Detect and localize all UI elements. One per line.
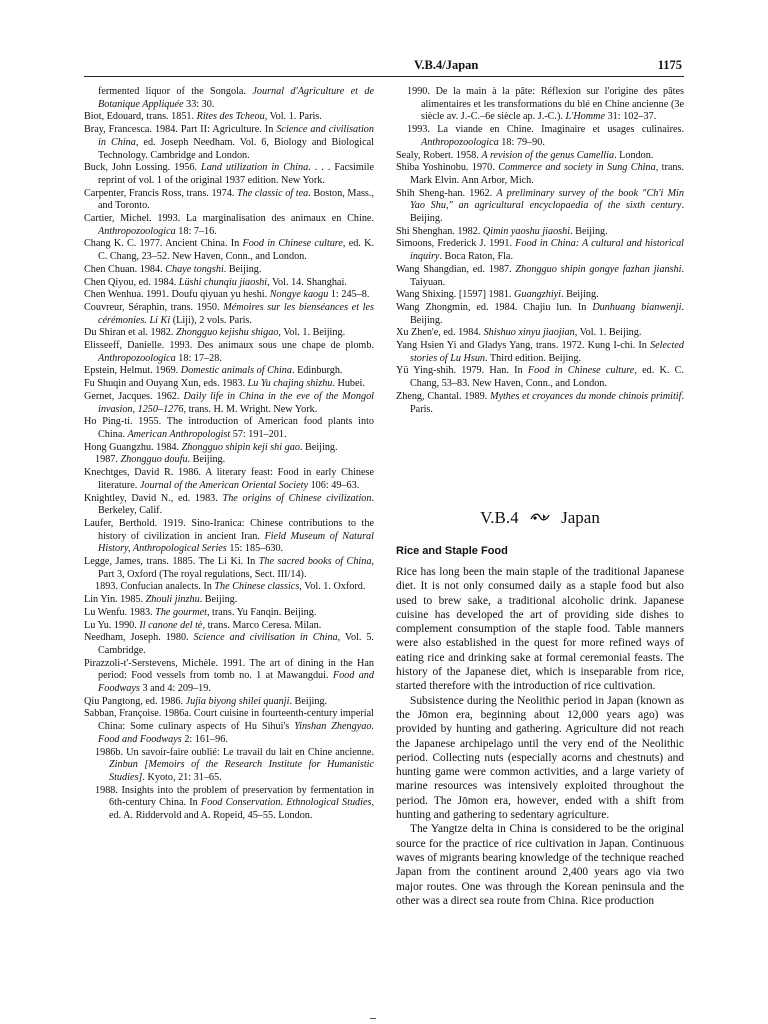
reference-entry: Zheng, Chantal. 1989. Mythes et croyances du monde chinois primitif. Paris.: [396, 390, 684, 415]
body-paragraph: Subsistence during the Neolithic period in Japan (known as the Jōmon era, beginning about 12,000 years ago) was provided by hunting and gathering. Agriculture did not reach the Japanese archipelago until the very end of the Neolithic period. Collecting nuts (especially acorns and chestnuts) and hunting game were common activities, and a large variety of marine resources was intensively exploited throughout the period. The Jōmon era, however, ended with a shift from hunting and gathering to sedentary agriculture.: [396, 694, 684, 822]
body-text: [396, 565, 684, 908]
reference-entry: Carpenter, Francis Ross, trans. 1974. The classic of tea. Boston, Mass., and Toronto.: [84, 187, 374, 212]
reference-entry: Fu Shuqin and Ouyang Xun, eds. 1983. Lu Yu chajing shizhu. Hubei.: [84, 378, 365, 390]
reference-entry: Wang Shixing. [1597] 1981. Guangzhiyi. Beijing.: [396, 289, 599, 301]
reference-entry: Sabban, Françoise. 1986a. Court cuisine in fourteenth-century imperial China: Some culinary aspects of Hu Sihui's Yinshan Zhengyao. Food and Foodways 2: 161–96.: [84, 708, 374, 745]
body-paragraph: Rice has long been the main staple of the traditional Japanese diet. It is not only consumed daily as a staple food but also used to brew sake, a traditional alcoholic drink. Japanese cuisine has developed the art of providing side dishes to complement consumption of the staple food. Table manners were also established in the quest for more refined ways of eating rice and drinking sake at formal ceremonial feasts. The history of the Japanese diet, which is inseparable from rice, started therefore with the introduction of rice cultivation.: [396, 566, 684, 693]
running-head: V.B.4/Japan: [414, 58, 479, 72]
reference-entry: Wang Shangdian, ed. 1987. Zhongguo shipin gongye fazhan jianshi. Taiyuan.: [396, 263, 684, 288]
page-header: [84, 58, 684, 77]
reference-entry: Needham, Joseph. 1980. Science and civilisation in China, Vol. 5. Cambridge.: [84, 632, 374, 656]
reference-entry: Legge, James, trans. 1885. The Li Ki. In The sacred books of China, Part 3, Oxford (The royal regulations, Sect. III/14).: [84, 556, 374, 580]
reference-entry: Ho Ping-ti. 1955. The introduction of American food plants into China. American Anthropologist 57: 191–201.: [84, 416, 374, 440]
reference-entry: Laufer, Berthold. 1919. Sino-Iranica: Chinese contributions to the history of civilization in ancient Iran. Field Museum of Natural History, Anthropological Series 15: 185–630.: [84, 517, 374, 555]
reference-entry: Chen Qiyou, ed. 1984. Lüshi chunqiu jiaoshi, Vol. 14. Shanghai.: [84, 276, 347, 288]
reference-entry: Xu Zhen'e, ed. 1984. Shishuo xinyu jiaojian, Vol. 1. Beijing.: [396, 327, 642, 339]
reference-entry: Elisseeff, Danielle. 1993. Des animaux sous une chape de plomb. Anthropozoologica 18: 17–28.: [84, 340, 374, 364]
section-name: Japan: [561, 508, 600, 528]
reference-entry: Sealy, Robert. 1958. A revision of the genus Camellia. London.: [396, 149, 654, 161]
reference-entry: Shiba Yoshinobu. 1970. Commerce and society in Sung China, trans. Mark Elvin. Ann Arbor, Mich.: [396, 162, 684, 186]
reference-entry: Lu Yu. 1990. Il canone del tè, trans. Marco Ceresa. Milan.: [84, 619, 322, 631]
reference-entry: Lin Yin. 1985. Zhouli jinzhu. Beijing.: [84, 594, 238, 606]
reference-entry: Couvreur, Séraphin, trans. 1950. Mémoires sur les bienséances et les cérémonies. Li Ki (Liji), 2 vols. Paris.: [84, 301, 374, 326]
reference-entry: Biot, Edouard, trans. 1851. Rites des Tcheou, Vol. 1. Paris.: [84, 111, 322, 123]
reference-entry: Cartier, Michel. 1993. La marginalisation des animaux en Chine. Anthropozoologica 18: 7–16.: [84, 213, 374, 237]
reference-entry: fermented liquor of the Songola. Journal d'Agriculture et de Botanique Appliquée 33: 30.: [98, 86, 374, 110]
reference-entry: Epstein, Helmut. 1969. Domestic animals of China. Edinburgh.: [84, 365, 343, 377]
footer-mark: [370, 1018, 376, 1019]
reference-entry: Chen Wenhua. 1991. Doufu qiyuan yu heshi. Nongye kaogu 1: 245–8.: [84, 289, 370, 301]
reference-entry: Du Shiran et al. 1982. Zhongguo kejishu shigao, Vol. 1. Beijing.: [84, 327, 346, 339]
references-right-column: [396, 86, 684, 416]
reference-entry: Lu Wenfu. 1983. The gourmet, trans. Yu Fanqin. Beijing.: [84, 606, 317, 618]
reference-entry: Bray, Francesca. 1984. Part II: Agriculture. In Science and civilisation in China, ed. Joseph Needham. Vol. 6, Biology and Biological Technology. Cambridge and London.: [84, 124, 374, 161]
fleuron-icon: [529, 507, 551, 529]
reference-entry: Chang K. C. 1977. Ancient China. In Food in Chinese culture, ed. K. C. Chang, 23–52. New Haven, Conn., and London.: [84, 238, 374, 263]
reference-entry: Knightley, David N., ed. 1983. The origins of Chinese civilization. Berkeley, Calif.: [84, 492, 375, 517]
reference-entry: 1987. Zhongguo doufu. Beijing.: [95, 454, 226, 466]
reference-entry: Buck, John Lossing. 1956. Land utilization in China. . . . Facsimile reprint of vol. 1 of the original 1937 edition. New York.: [84, 162, 374, 186]
reference-entry: 1993. La viande en Chine. Imaginaire et usages culinaires. Anthropozoologica 18: 79–90.: [407, 124, 684, 148]
references-left-column: [84, 86, 374, 823]
reference-entry: Wang Zhongmin, ed. 1984. Chajiu lun. In Dunhuang bianwenji. Beijing.: [396, 301, 684, 326]
reference-entry: Simoons, Frederick J. 1991. Food in China: A cultural and historical inquiry. Boca Raton, Fla.: [396, 238, 684, 263]
reference-entry: Knechtges, David R. 1986. A literary feast: Food in early Chinese literature. Journal of the American Oriental Society 106: 49–63.: [84, 467, 374, 491]
reference-entry: Shi Shenghan. 1982. Qimin yaoshu jiaoshi. Beijing.: [396, 225, 608, 237]
section-code: V.B.4: [480, 508, 519, 528]
reference-entry: Yang Hsien Yi and Gladys Yang, trans. 1972. Kung I-chi. In Selected stories of Lu Hsun. Third edition. Beijing.: [396, 340, 684, 364]
section-title: [396, 506, 684, 529]
reference-entry: Yü Ying-shih. 1979. Han. In Food in Chinese culture, ed. K. C. Chang, 53–83. New Haven, Conn., and London.: [396, 365, 684, 390]
reference-entry: Shih Sheng-han. 1962. A preliminary survey of the book "Ch'i Min Yao Shu," an agricultural encyclopaedia of the sixth century. Beijing.: [396, 187, 684, 225]
reference-entry: Chen Chuan. 1984. Chaye tongshi. Beijing.: [84, 263, 262, 275]
reference-entry: 1893. Confucian analects. In The Chinese classics, Vol. 1. Oxford.: [95, 581, 366, 593]
subheading: Rice and Staple Food: [396, 545, 508, 557]
page-number: 1175: [657, 58, 682, 72]
reference-entry: Pirazzoli-t'-Serstevens, Michèle. 1991. The art of dining in the Han period: Food vessels from tomb no. 1 at Mawangdui. Food and Foodways 3 and 4: 209–19.: [84, 657, 374, 695]
reference-entry: 1986b. Un savoir-faire oublié: Le travail du lait en Chine ancienne. Zinbun [Memoirs of the Research Institute for Humanistic Studies]. Kyoto, 21: 31–65.: [95, 746, 374, 783]
body-paragraph: The Yangtze delta in China is considered to be the original source for the practice of rice cultivation in Japan. Continuous waves of migrants bearing knowledge of the technique reached Japan from the continent around 2,400 years ago via two major routes. One was through the Korean peninsula and the other was a direct sea route from China. Rice production: [396, 823, 684, 907]
reference-entry: Gernet, Jacques. 1962. Daily life in China in the eve of the Mongol invasion, 1250–1276, trans. H. M. Wright. New York.: [84, 390, 374, 415]
reference-entry: Hong Guangzhu. 1984. Zhongguo shipin keji shi gao. Beijing.: [84, 441, 338, 453]
reference-entry: 1990. De la main à la pâte: Réflexion sur l'origine des pâtes alimentaires et les transformations du blé en Chine ancienne (3e siècle av. J.-C.–6e siècle ap. J.-C.). L'Homme 31: 102–37.: [407, 86, 684, 123]
reference-entry: 1988. Insights into the problem of preservation by fermentation in 6th-century China. In Food Conservation. Ethnological Studies, ed. A. Riddervold and A. Ropeid, 45–55. London.: [95, 784, 374, 822]
reference-entry: Qiu Pangtong, ed. 1986. Jujia biyong shilei quanji. Beijing.: [84, 695, 328, 707]
